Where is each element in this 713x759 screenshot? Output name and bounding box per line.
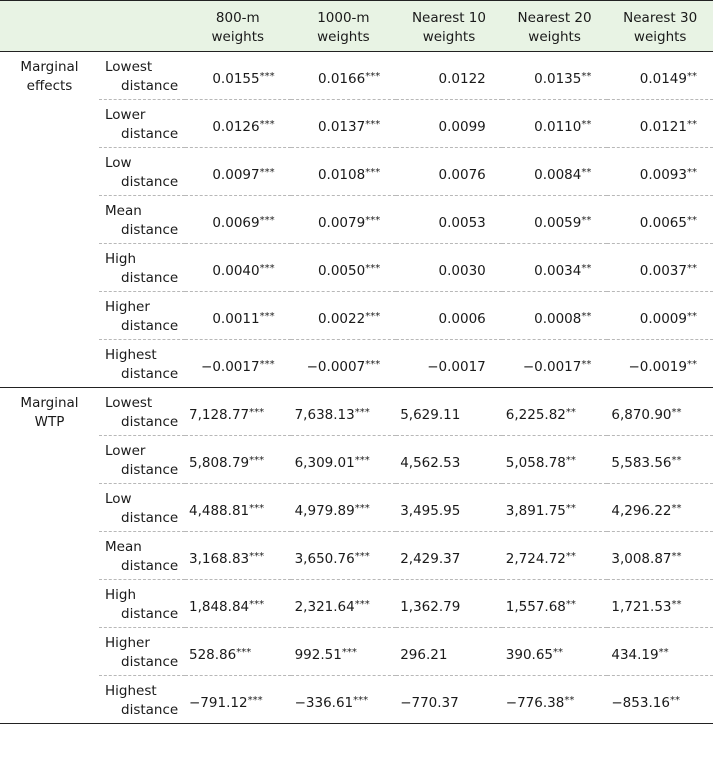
value-cell: −0.0017*** — [185, 340, 291, 388]
value-cell: 3,168.83*** — [185, 532, 291, 580]
table-row — [0, 484, 713, 532]
row-label: Low distance — [99, 148, 185, 196]
header-nearest-20-weights: Nearest 20 weights — [502, 1, 608, 52]
header-1000m-weights: 1000-m weights — [291, 1, 397, 52]
value-cell: 0.0093** — [607, 148, 713, 196]
value-cell: 0.0079*** — [291, 196, 397, 244]
value-cell: 0.0121** — [607, 100, 713, 148]
value-cell: 992.51*** — [291, 628, 397, 676]
value-cell: −0.0019** — [607, 340, 713, 388]
value-cell: 0.0030 — [396, 244, 502, 292]
table-row — [0, 532, 713, 580]
value-cell: 7,128.77*** — [185, 388, 291, 436]
value-cell: 0.0135** — [502, 52, 608, 100]
value-cell: 1,721.53** — [607, 580, 713, 628]
value-cell: 2,724.72** — [502, 532, 608, 580]
table-row — [0, 196, 713, 244]
value-cell: 6,225.82** — [502, 388, 608, 436]
value-cell: 2,429.37 — [396, 532, 502, 580]
header-nearest-30-weights: Nearest 30 weights — [607, 1, 713, 52]
value-cell: 0.0037** — [607, 244, 713, 292]
value-cell: 0.0059** — [502, 196, 608, 244]
value-cell: 0.0009** — [607, 292, 713, 340]
value-cell: 296.21 — [396, 628, 502, 676]
value-cell: 0.0034** — [502, 244, 608, 292]
value-cell: 0.0008** — [502, 292, 608, 340]
value-cell: 0.0108*** — [291, 148, 397, 196]
header-nearest-10-weights: Nearest 10 weights — [396, 1, 502, 52]
value-cell: 2,321.64*** — [291, 580, 397, 628]
value-cell: 5,583.56** — [607, 436, 713, 484]
value-cell: 4,979.89*** — [291, 484, 397, 532]
row-label: High distance — [99, 580, 185, 628]
value-cell: 0.0166*** — [291, 52, 397, 100]
table-row — [0, 244, 713, 292]
row-label: Highest distance — [99, 676, 185, 724]
value-cell: 1,848.84*** — [185, 580, 291, 628]
value-cell: 528.86*** — [185, 628, 291, 676]
table-row — [0, 388, 713, 436]
table-row — [0, 436, 713, 484]
row-label: Mean distance — [99, 196, 185, 244]
row-label: Highest distance — [99, 340, 185, 388]
value-cell: −0.0017 — [396, 340, 502, 388]
value-cell: 4,488.81*** — [185, 484, 291, 532]
value-cell: 3,891.75** — [502, 484, 608, 532]
value-cell: 0.0155*** — [185, 52, 291, 100]
value-cell: 0.0053 — [396, 196, 502, 244]
value-cell: −0.0007*** — [291, 340, 397, 388]
value-cell: 0.0022*** — [291, 292, 397, 340]
group-label: Marginal WTP — [0, 388, 99, 724]
value-cell: −770.37 — [396, 676, 502, 724]
row-label: Lowest distance — [99, 52, 185, 100]
row-label: Lower distance — [99, 436, 185, 484]
value-cell: 0.0099 — [396, 100, 502, 148]
group-label: Marginal effects — [0, 52, 99, 388]
table-row — [0, 148, 713, 196]
table-row — [0, 676, 713, 724]
value-cell: 4,562.53 — [396, 436, 502, 484]
row-label: Low distance — [99, 484, 185, 532]
value-cell: −853.16** — [607, 676, 713, 724]
table-row — [0, 580, 713, 628]
value-cell: −0.0017** — [502, 340, 608, 388]
table-row — [0, 100, 713, 148]
table-row — [0, 52, 713, 100]
table-row — [0, 340, 713, 388]
marginal-effects-group — [0, 52, 713, 388]
value-cell: 4,296.22** — [607, 484, 713, 532]
value-cell: −791.12*** — [185, 676, 291, 724]
value-cell: −336.61*** — [291, 676, 397, 724]
header-800m-weights: 800-m weights — [185, 1, 291, 52]
row-label: Mean distance — [99, 532, 185, 580]
row-label: Lowest distance — [99, 388, 185, 436]
value-cell: 5,629.11 — [396, 388, 502, 436]
row-label: Higher distance — [99, 628, 185, 676]
value-cell: 434.19** — [607, 628, 713, 676]
value-cell: 0.0065** — [607, 196, 713, 244]
value-cell: 0.0076 — [396, 148, 502, 196]
value-cell: 0.0040*** — [185, 244, 291, 292]
marginal-wtp-group — [0, 388, 713, 724]
value-cell: 390.65** — [502, 628, 608, 676]
value-cell: 0.0149** — [607, 52, 713, 100]
value-cell: 0.0011*** — [185, 292, 291, 340]
value-cell: 1,557.68** — [502, 580, 608, 628]
value-cell: −776.38** — [502, 676, 608, 724]
value-cell: 0.0006 — [396, 292, 502, 340]
value-cell: 6,870.90** — [607, 388, 713, 436]
value-cell: 0.0137*** — [291, 100, 397, 148]
value-cell: 0.0097*** — [185, 148, 291, 196]
header-row — [0, 1, 713, 52]
value-cell: 5,058.78** — [502, 436, 608, 484]
value-cell: 0.0069*** — [185, 196, 291, 244]
row-label: Lower distance — [99, 100, 185, 148]
value-cell: 5,808.79*** — [185, 436, 291, 484]
row-label: Higher distance — [99, 292, 185, 340]
value-cell: 3,008.87** — [607, 532, 713, 580]
value-cell: 0.0122 — [396, 52, 502, 100]
value-cell: 3,495.95 — [396, 484, 502, 532]
header-group-cell — [0, 1, 99, 52]
header-row-cell — [99, 1, 185, 52]
value-cell: 0.0126*** — [185, 100, 291, 148]
value-cell: 3,650.76*** — [291, 532, 397, 580]
value-cell: 0.0050*** — [291, 244, 397, 292]
value-cell: 6,309.01*** — [291, 436, 397, 484]
row-label: High distance — [99, 244, 185, 292]
value-cell: 0.0084** — [502, 148, 608, 196]
value-cell: 0.0110** — [502, 100, 608, 148]
table-row — [0, 292, 713, 340]
value-cell: 7,638.13*** — [291, 388, 397, 436]
value-cell: 1,362.79 — [396, 580, 502, 628]
table-row — [0, 628, 713, 676]
